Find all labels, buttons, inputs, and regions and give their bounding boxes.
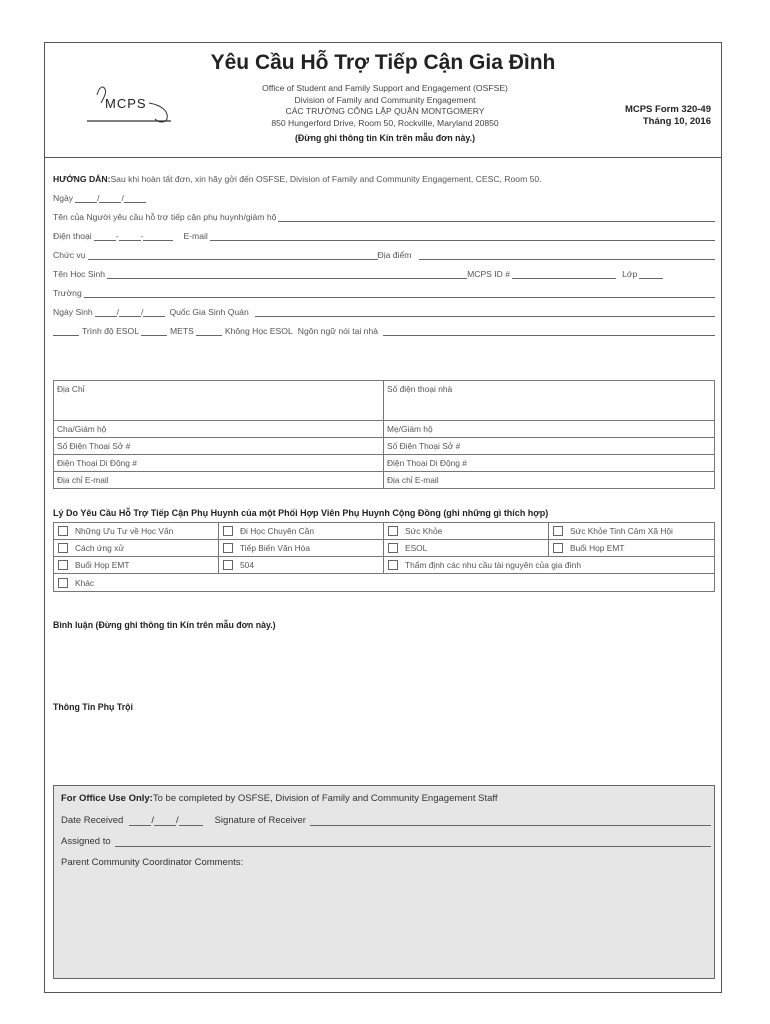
mets-field[interactable] <box>141 327 167 336</box>
email-1-cell[interactable]: Địa chỉ E-mail <box>54 472 384 488</box>
form-date: Tháng 10, 2016 <box>642 116 711 127</box>
grade-field[interactable] <box>639 270 663 279</box>
assigned-row <box>61 833 711 847</box>
coordinator-comments-label: Parent Community Coordinator Comments: <box>61 857 244 868</box>
reasons-table <box>53 522 715 592</box>
reason-social-emotional[interactable]: Sức Khỏe Tinh Cảm Xã Hội <box>549 523 714 539</box>
country-field[interactable] <box>255 308 715 317</box>
student-name-field[interactable] <box>107 270 467 279</box>
mobile-2-cell[interactable]: Điện Thoại Di Động # <box>387 458 467 468</box>
office-line-2: Division of Family and Community Engagement <box>294 94 476 105</box>
mcps-id-field[interactable] <box>512 270 616 279</box>
date-received-label: Date Received <box>61 815 124 826</box>
checkbox-icon[interactable] <box>388 526 398 536</box>
checkbox-icon[interactable] <box>388 560 398 570</box>
checkbox-icon[interactable] <box>58 543 68 553</box>
reasons-title: Lý Do Yêu Cầu Hỗ Trợ Tiếp Cận Phụ Huynh của một Phối Hợp Viên Phụ Huynh Cộng Đồng (ghi những gì thích hợp) <box>53 508 549 518</box>
dob-year-field[interactable] <box>143 308 165 317</box>
requester-row <box>53 208 715 222</box>
checkbox-icon[interactable] <box>58 578 68 588</box>
instructions <box>53 170 715 184</box>
signature-field[interactable] <box>310 817 711 826</box>
position-label: Chức vụ <box>53 250 86 260</box>
mets-label: METS <box>170 326 194 336</box>
esol-level-label: Trình độ ESOL <box>82 326 140 336</box>
reason-emt-meeting-2[interactable]: Buổi Họp EMT <box>54 557 219 573</box>
office-info <box>195 83 575 145</box>
reason-emt-meeting-1[interactable]: Buổi Họp EMT <box>549 540 714 556</box>
mcps-id-label: MCPS ID # <box>467 269 511 279</box>
grade-label: Lớp <box>622 269 638 279</box>
date-received-row: Date Received / / Signature of Receiver <box>61 812 711 826</box>
mobile-1-cell[interactable]: Điện Thoại Di Động # <box>54 455 384 471</box>
home-language-label: Ngôn ngữ nói tại nhà <box>297 326 379 336</box>
location-field[interactable] <box>419 251 715 260</box>
country-label: Quốc Gia Sinh Quán <box>169 307 249 317</box>
reason-attendance[interactable]: Đi Học Chuyên Cần <box>219 523 384 539</box>
checkbox-icon[interactable] <box>223 526 233 536</box>
address-row <box>54 381 714 421</box>
email-label: E-mail <box>183 231 208 241</box>
requester-label: Tên của Người yêu cầu hỗ trợ tiếp cận phụ huynh/giám hộ <box>53 212 277 222</box>
signature-label: Signature of Receiver <box>214 815 306 826</box>
email-field[interactable] <box>210 232 715 241</box>
dob-label: Ngày Sinh <box>53 307 93 317</box>
mother-cell[interactable]: Mẹ/Giám hộ <box>387 424 433 434</box>
work-phone-1-cell[interactable]: Số Điện Thoại Sở # <box>54 438 384 454</box>
form-header <box>45 43 721 158</box>
checkbox-icon[interactable] <box>388 543 398 553</box>
reasons-row-1 <box>54 523 714 540</box>
school-row <box>53 284 715 298</box>
home-phone-cell[interactable]: Số điện thoại nhà <box>387 384 453 394</box>
dob-day-field[interactable] <box>119 308 141 317</box>
instructions-label: HƯỚNG DẪN: <box>53 174 111 184</box>
office-use-box <box>53 785 715 979</box>
school-field[interactable] <box>84 289 715 298</box>
guardian-row <box>54 421 714 438</box>
office-heading <box>61 790 711 804</box>
father-cell[interactable]: Cha/Giám hộ <box>54 421 384 437</box>
office-heading-label: For Office Use Only: <box>61 793 153 804</box>
checkbox-icon[interactable] <box>223 543 233 553</box>
extra-info-label: Thông Tin Phụ Trội <box>53 702 133 712</box>
checkbox-icon[interactable] <box>223 560 233 570</box>
phone-prefix-field[interactable] <box>119 232 141 241</box>
position-field[interactable] <box>88 251 378 260</box>
reason-family-resources[interactable]: Thẩm định các nhu cầu tài nguyên của gia đình <box>384 557 714 573</box>
address-table <box>53 380 715 489</box>
date-year-field[interactable] <box>124 194 146 203</box>
student-row <box>53 265 715 279</box>
instructions-text: Sau khi hoàn tất đơn, xin hãy gởi đến OSFSE, Division of Family and Community Engagement, CESC, Room 50. <box>110 174 542 184</box>
received-day-field[interactable] <box>154 817 176 826</box>
reason-504[interactable]: 504 <box>219 557 384 573</box>
date-row: Ngày / / <box>53 189 715 203</box>
form-title: Yêu Cầu Hỗ Trợ Tiếp Cận Gia Đình <box>210 51 556 74</box>
esol-level-field[interactable] <box>53 327 79 336</box>
coordinator-comments-row <box>61 854 711 868</box>
phone-label: Điện thoại <box>53 231 92 241</box>
phone-area-field[interactable] <box>94 232 116 241</box>
received-year-field[interactable] <box>179 817 203 826</box>
dob-month-field[interactable] <box>95 308 117 317</box>
location-label: Địa điểm <box>377 250 412 260</box>
esol-row <box>53 322 715 336</box>
office-heading-text: To be completed by OSFSE, Division of Family and Community Engagement Staff <box>152 793 498 804</box>
not-esol-field[interactable] <box>196 327 222 336</box>
mobile-row <box>54 455 714 472</box>
received-month-field[interactable] <box>129 817 151 826</box>
reasons-row-3 <box>54 557 714 574</box>
email-2-cell[interactable]: Địa chỉ E-mail <box>387 475 439 485</box>
not-esol-label: Không Học ESOL <box>224 326 293 336</box>
form-number-block <box>625 104 711 128</box>
office-line-4: 850 Hungerford Drive, Room 50, Rockville, Maryland 20850 <box>271 117 499 128</box>
address-cell[interactable]: Địa Chỉ <box>54 381 384 420</box>
reasons-row-2 <box>54 540 714 557</box>
checkbox-icon[interactable] <box>58 526 68 536</box>
phone-line-field[interactable] <box>143 232 173 241</box>
checkbox-icon[interactable] <box>58 560 68 570</box>
date-month-field[interactable] <box>75 194 97 203</box>
date-day-field[interactable] <box>99 194 121 203</box>
logo-text: MCPS <box>105 96 147 111</box>
reason-behavior[interactable]: Cách ứng xử <box>54 540 219 556</box>
office-line-3: CÁC TRƯỜNG CÔNG LẬP QUẬN MONTGOMERY <box>285 106 485 116</box>
comments-label: Bình luận (Đừng ghi thông tin Kín trên mẫu đơn này.) <box>53 620 276 630</box>
checkbox-icon[interactable] <box>553 526 563 536</box>
assigned-label: Assigned to <box>61 836 111 847</box>
confidential-note: (Đừng ghi thông tin Kín trên mẫu đơn này.) <box>294 133 476 143</box>
reason-health[interactable]: Sức Khỏe <box>384 523 549 539</box>
date-label: Ngày <box>53 193 74 203</box>
checkbox-icon[interactable] <box>553 543 563 553</box>
requester-field[interactable] <box>278 213 715 222</box>
dob-row: Ngày Sinh / / Quốc Gia Sinh Quán <box>53 303 715 317</box>
office-line-1: Office of Student and Family Support and Engagement (OSFSE) <box>262 83 508 93</box>
reasons-row-4 <box>54 574 714 591</box>
mcps-logo <box>79 77 179 127</box>
position-row <box>53 246 715 260</box>
student-name-label: Tên Học Sinh <box>53 269 106 279</box>
reason-acculturation[interactable]: Tiếp Biến Văn Hóa <box>219 540 384 556</box>
home-language-field[interactable] <box>383 327 715 336</box>
contact-row: Điện thoại - - E-mail <box>53 227 715 241</box>
reason-other[interactable]: Khác <box>54 574 714 591</box>
reason-esol[interactable]: ESOL <box>384 540 549 556</box>
assigned-field[interactable] <box>115 838 711 847</box>
email-row <box>54 472 714 488</box>
work-phone-row <box>54 438 714 455</box>
reason-academic[interactable]: Những Ưu Tư về Học Vấn <box>54 523 219 539</box>
school-label: Trường <box>53 288 82 298</box>
form-number: MCPS Form 320-49 <box>624 104 711 115</box>
work-phone-2-cell[interactable]: Số Điện Thoại Sở # <box>387 441 461 451</box>
form-sheet <box>44 42 722 993</box>
